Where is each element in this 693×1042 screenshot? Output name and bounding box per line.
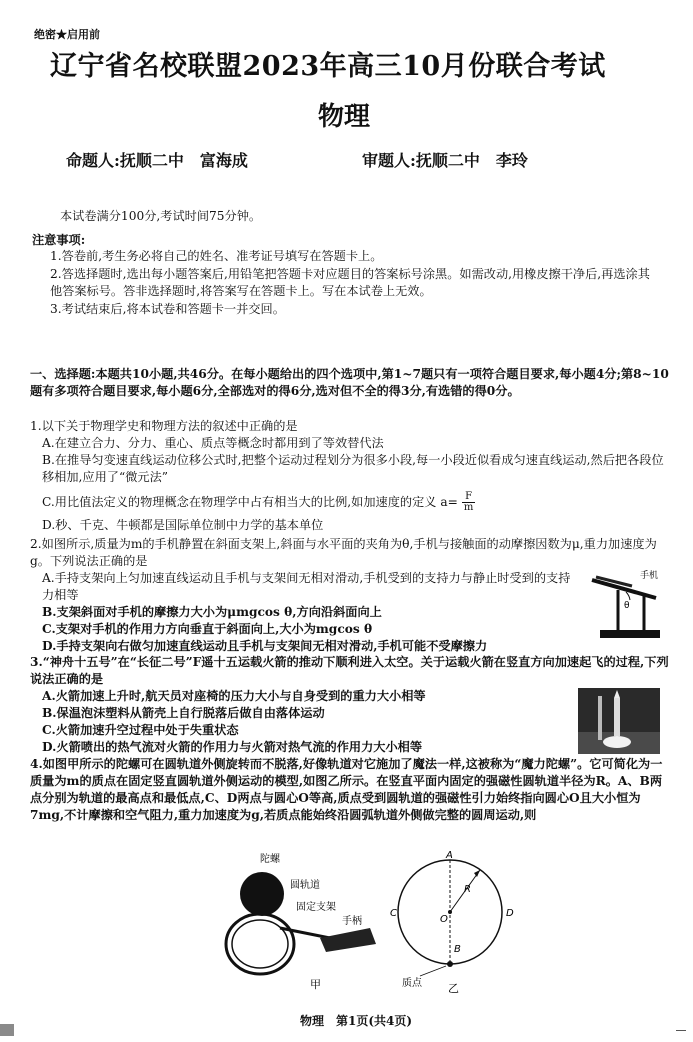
fraction-numerator: F (462, 492, 475, 503)
figure-jia-caption: 甲 (310, 978, 321, 991)
point-b-label: B (454, 944, 461, 955)
point-leader-line (420, 966, 446, 976)
reviewer: 审题人:抚顺二中 李玲 (362, 151, 528, 170)
exam-title: 辽宁省名校联盟2023年高三10月份联合考试 (50, 51, 606, 82)
q4-stem: 4.如图甲所示的陀螺可在圆轨道外侧旋转而不脱落,好像轨道对它施加了魔法一样,这被称为“魔力陀螺”。它可简化为一质量为m的质点在固定竖直圆轨道外侧运动的模型,如图乙所示。在竖直平面内固定的强磁性圆轨道半径为R。A、B两点分别为轨道的最高点和最低点,C、D两点与圆心O等高,质点受到圆轨道的强磁性引力始终指向圆心O且大小恒为7mg,不计摩擦和空气阻力,重力加速度为g,若质点能始终沿圆弧轨道外侧做完整的圆周运动,则 (30, 757, 663, 822)
rocket-body (614, 698, 620, 736)
q2-stem: 2.如图所示,质量为m的手机静置在斜面支架上,斜面与水平面的夹角为θ,手机与接触面的动摩擦因数为μ,重力加速度为g。下列说法正确的是 (30, 537, 657, 568)
circular-track-inner (232, 920, 288, 968)
mass-point (447, 961, 453, 967)
launch-tower (598, 696, 602, 740)
q1-option-c (30, 492, 670, 513)
figure-jia-gyro (210, 848, 400, 998)
exam-intro: 本试卷满分100分,考试时间75分钟。 (60, 209, 262, 223)
q1-option-a: A.在建立合力、分力、重心、质点等概念时都用到了等效替代法 (42, 436, 384, 450)
circular-track (226, 914, 294, 974)
radius-r-label: R (464, 884, 471, 895)
q2-option-d: D.手持支架向右做匀加速直线运动且手机与支架间无相对滑动,手机可能不受摩擦力 (42, 639, 488, 653)
phone-label: 手机 (640, 571, 659, 581)
q1-option-b: B.在推导匀变速直线运动位移公式时,把整个运动过程划分为很多小段,每一小段近似看成匀速直线运动,然后把各段位移相加,应用了“微元法” (42, 453, 664, 484)
point-a-label: A (446, 850, 453, 861)
q1-option-d: D.秒、千克、牛顿都是国际单位制中力学的基本单位 (42, 518, 324, 532)
q2-option-b: B.支架斜面对手机的摩擦力大小为μmgcos θ,方向沿斜面向上 (42, 605, 382, 619)
handle-shape (320, 928, 376, 952)
q3-option-b: B.保温泡沫塑料从箭壳上自行脱落后做自由落体运动 (42, 706, 325, 720)
question-1 (30, 418, 670, 534)
subject-title: 物理 (318, 102, 371, 132)
confidential-mark: 绝密★启用前 (34, 28, 100, 41)
mass-point-label: 质点 (402, 978, 422, 989)
q3-option-d: D.火箭喷出的热气流对火箭的作用力与火箭对热气流的作用力大小相等 (42, 740, 423, 754)
note-item: 2.答选择题时,选出每小题答案后,用铅笔把答题卡对应题目的答案标号涂黑。如需改动,用橡皮擦干净后,再选涂其他答案标号。答非选择题时,将答案写在答题卡上。写在本试卷上无效。 (50, 267, 650, 298)
note-item: 1.答卷前,考生务必将自己的姓名、准考证号填写在答题卡上。 (50, 249, 383, 263)
figure-yi-caption: 乙 (448, 982, 459, 995)
point-d-label: D (506, 908, 514, 919)
figure-yi-orbit (388, 848, 518, 1000)
question-4 (30, 756, 670, 824)
note-item: 3.考试结束后,将本试卷和答题卡一并交回。 (50, 302, 285, 316)
q3-stem: 3.“神舟十五号”在“长征二号”F遥十五运载火箭的推动下顺利进入太空。关于运载火箭在竖直方向加速起飞的过程,下列说法正确的是 (30, 655, 669, 686)
angle-label: θ (624, 601, 630, 611)
center-point (448, 910, 452, 914)
rocket-launch-photo (578, 688, 660, 754)
bracket-label: 固定支架 (296, 902, 336, 913)
fraction-denominator: m (463, 502, 474, 513)
gyro-label: 陀螺 (260, 854, 280, 865)
radius-arrow (474, 870, 480, 877)
phone-stand-figure (586, 566, 666, 646)
question-setter: 命题人:抚顺二中 富海成 (66, 151, 248, 170)
q2-option-c: C.支架对手机的作用力方向垂直于斜面向上,大小为mgcos θ (42, 622, 373, 636)
q2-option-a: A.手持支架向上匀加速直线运动且手机与支架间无相对滑动,手机受到的支持力与静止时受到的支持力相等 (42, 571, 571, 602)
scan-corner-dash (676, 1030, 686, 1031)
track-label: 圆轨道 (290, 880, 320, 891)
gyro-shape (240, 872, 284, 916)
point-c-label: C (390, 908, 397, 919)
notes-list (50, 248, 660, 319)
stand-base (600, 630, 660, 638)
page-footer: 物理 第1页(共4页) (300, 1014, 413, 1028)
q3-option-a: A.火箭加速上升时,航天员对座椅的压力大小与自身受到的重力大小相等 (42, 689, 426, 703)
angle-arc (626, 592, 630, 600)
q3-option-c: C.火箭加速升空过程中处于失重状态 (42, 723, 239, 737)
scan-corner-mark (0, 1024, 14, 1036)
handle-label: 手柄 (342, 916, 362, 927)
question-3 (30, 654, 670, 756)
question-2 (30, 536, 670, 655)
q1-option-c-text: C.用比值法定义的物理概念在物理学中占有相当大的比例,如加速度的定义 a= (42, 495, 458, 509)
fraction-f-over-m (462, 492, 475, 513)
center-o-label: O (440, 914, 448, 925)
rocket-flame (603, 736, 631, 748)
q1-stem: 1.以下关于物理学史和物理方法的叙述中正确的是 (30, 419, 298, 433)
section-heading: 一、选择题:本题共10小题,共46分。在每小题给出的四个选项中,第1~7题只有一项符合题目要求,每小题4分;第8~10题有多项符合题目要求,每小题6分,全部选对的得6分,选对但不全的得3分,有选错的得0分。 (30, 367, 669, 398)
notes-heading: 注意事项: (32, 233, 86, 247)
